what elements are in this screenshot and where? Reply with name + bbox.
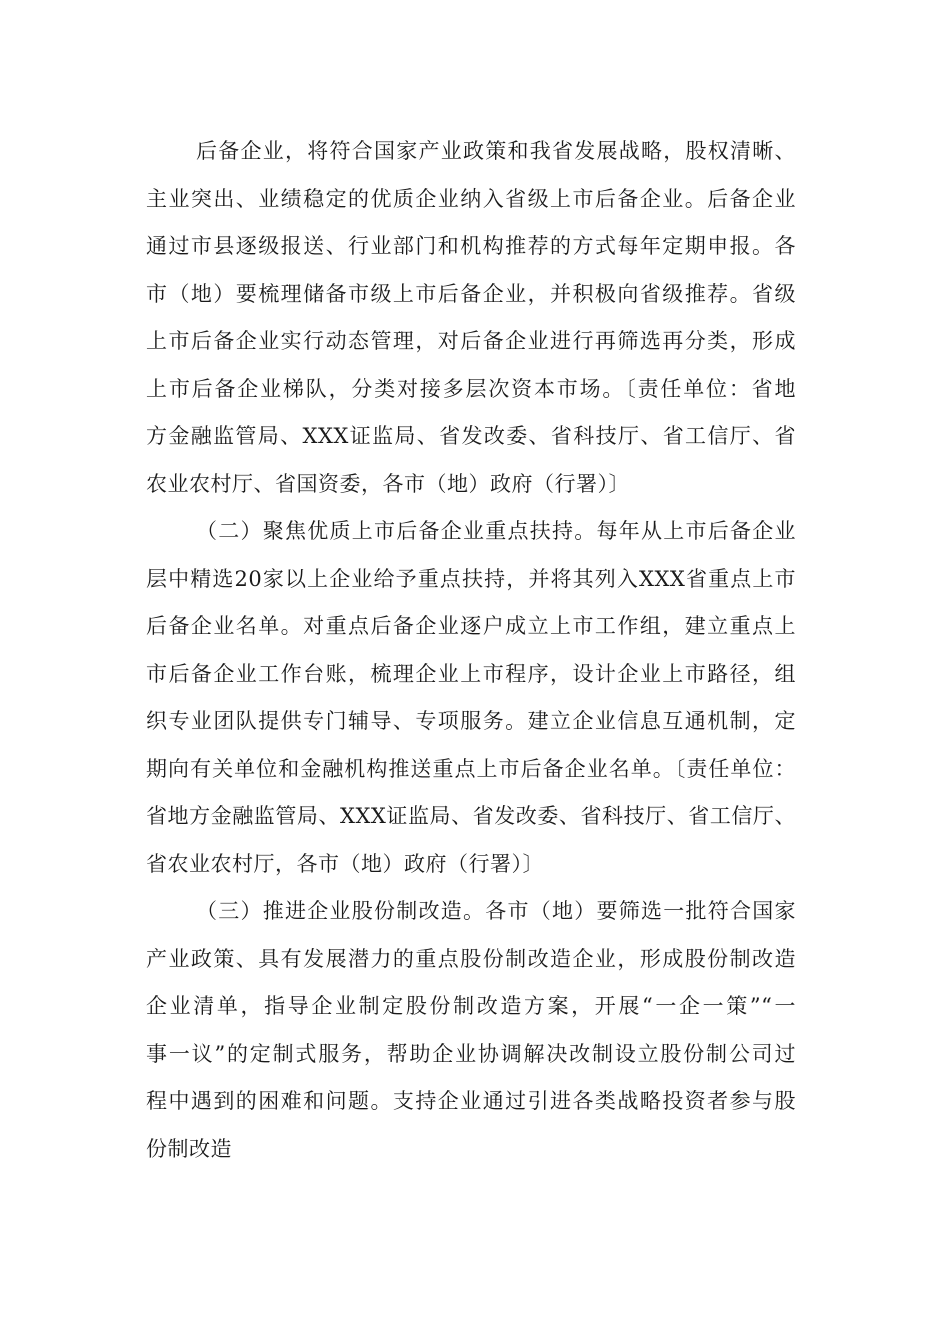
paragraph-line: 期向有关单位和金融机构推送重点上市后备企业名单。〔责任单位： bbox=[146, 756, 796, 781]
paragraph-line: 织专业团队提供专门辅导、专项服务。建立企业信息互通机制，定 bbox=[146, 709, 796, 733]
paragraph-line: 通过市县逐级报送、行业部门和机构推荐的方式每年定期申报。各 bbox=[146, 234, 796, 258]
paragraph-2 bbox=[146, 508, 796, 888]
paragraph-line: 层中精选20家以上企业给予重点扶持，并将其列入XXX省重点上市 bbox=[146, 566, 796, 591]
paragraph-line: 市后备企业工作台账，梳理企业上市程序，设计企业上市路径，组 bbox=[146, 661, 796, 686]
paragraph-line: 省农业农村厅，各市（地）政府（行署）〕 bbox=[146, 851, 544, 876]
document-body bbox=[146, 128, 796, 1173]
paragraph-line: 后备企业，将符合国家产业政策和我省发展战略，股权清晰、 bbox=[196, 139, 796, 163]
paragraph-line: 主业突出、业绩稳定的优质企业纳入省级上市后备企业。后备企业 bbox=[146, 186, 796, 211]
paragraph-line: 农业农村厅、省国资委，各市（地）政府（行署）〕 bbox=[146, 471, 630, 496]
paragraph-1 bbox=[146, 128, 796, 508]
paragraph-line: 程中遇到的困难和问题。支持企业通过引进各类战略投资者参与股 bbox=[146, 1089, 796, 1113]
paragraph-line: 企业清单，指导企业制定股份制改造方案，开展“一企一策”“一 bbox=[146, 994, 796, 1018]
paragraph-line: 上市后备企业梯队，分类对接多层次资本市场。〔责任单位：省地 bbox=[146, 376, 796, 401]
paragraph-line: （三）推进企业股份制改造。各市（地）要筛选一批符合国家 bbox=[196, 899, 796, 923]
paragraph-line: 后备企业名单。对重点后备企业逐户成立上市工作组，建立重点上 bbox=[146, 614, 796, 638]
paragraph-line: 方金融监管局、XXX证监局、省发改委、省科技厅、省工信厅、省 bbox=[146, 424, 796, 448]
paragraph-line: 产业政策、具有发展潜力的重点股份制改造企业，形成股份制改造 bbox=[146, 946, 796, 971]
paragraph-line: 事一议”的定制式服务，帮助企业协调解决改制设立股份制公司过 bbox=[146, 1041, 796, 1066]
paragraph-line: 省地方金融监管局、XXX证监局、省发改委、省科技厅、省工信厅、 bbox=[146, 804, 796, 828]
paragraph-line: 份制改造 bbox=[146, 1136, 232, 1161]
paragraph-line: （二）聚焦优质上市后备企业重点扶持。每年从上市后备企业 bbox=[196, 519, 796, 543]
paragraph-line: 市（地）要梳理储备市级上市后备企业，并积极向省级推荐。省级 bbox=[146, 281, 796, 306]
paragraph-3 bbox=[146, 888, 796, 1173]
paragraph-line: 上市后备企业实行动态管理，对后备企业进行再筛选再分类，形成 bbox=[146, 329, 796, 353]
